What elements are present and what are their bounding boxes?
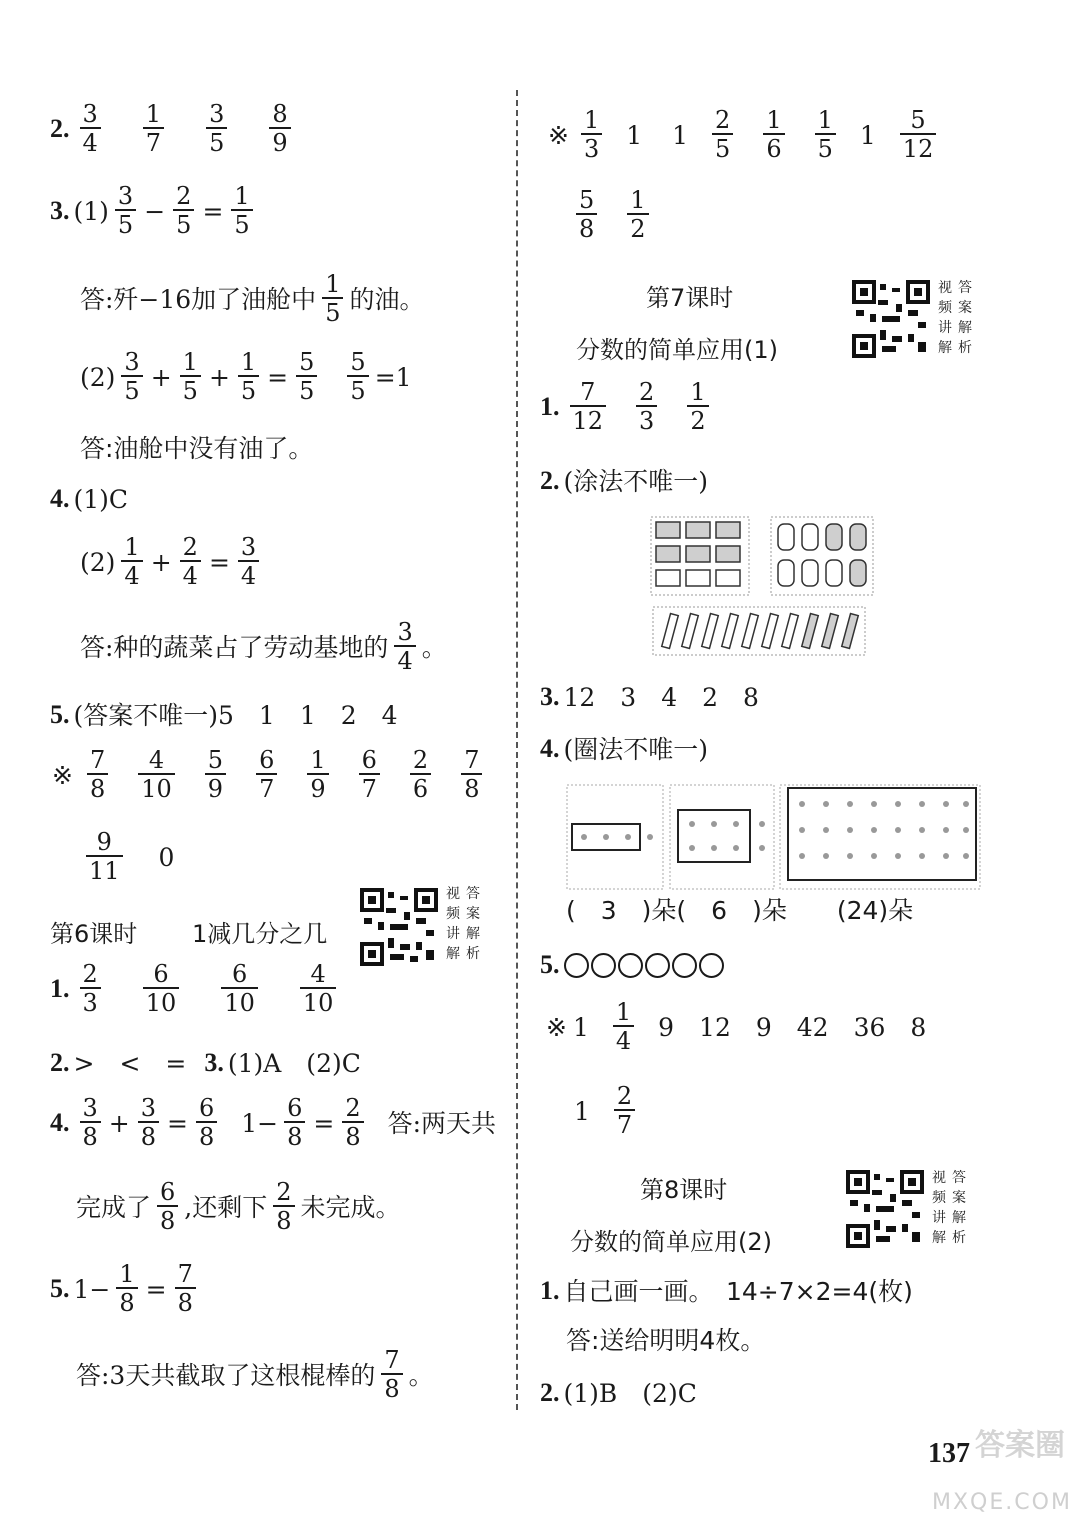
lesson6-q5: 5. 1− $\frac{1}{8}$ = $\frac{7}{8}$	[50, 1262, 202, 1316]
fraction: 3 4	[394, 620, 415, 674]
column-divider	[516, 90, 518, 1410]
left-q2: 2. 3 4 1 7 3 5 8 9	[50, 102, 297, 156]
lesson6-q4-cont: 完成了 6 8 ,还剩下 2 8 未完成。	[76, 1178, 401, 1236]
lesson7-q3: 3. 12 3 4 2 8	[540, 682, 759, 712]
left-star1-cont: 9 11 0	[80, 830, 174, 884]
fraction: 7 8	[381, 1348, 402, 1402]
lesson7-q4: 4. (圈法不唯一)	[540, 734, 709, 764]
left-q3b: (2) 3 5 + $\frac{1}{5}$ + $\frac{1}{5}$ = $\frac{5}{5}$ $\frac{5}{5}$ =1	[80, 348, 412, 406]
fraction: $\frac{3}{4}$	[238, 535, 259, 589]
fraction: 1 4	[613, 1000, 634, 1054]
lesson7-q4-answer: ( 3 )朵( 6 )朵 (24)朵	[566, 896, 914, 925]
fraction: 3 5	[121, 350, 142, 404]
fraction: 1 7	[143, 102, 164, 156]
right-star3: ※ 1 1 4 9 12 9 42 36 8	[546, 998, 927, 1056]
fraction: 1 9	[307, 748, 328, 802]
fraction: 6 10	[143, 962, 180, 1016]
page-number: 137	[928, 1438, 970, 1469]
figure-pencils	[652, 606, 866, 660]
fraction: 1 4	[121, 535, 142, 589]
left-q3b-answer: 答:油舱中没有油了。	[80, 434, 314, 463]
fraction: 2 5	[712, 108, 733, 162]
left-star1: ※ 7 8 4 10 5 9 6 7 1 9 6 7 2 6 7 8	[52, 748, 488, 802]
qr-code-lesson7[interactable]	[852, 280, 930, 358]
fraction: $\frac{5}{5}$	[347, 350, 368, 404]
fraction: 2 7	[614, 1084, 635, 1138]
fraction: 7 12	[570, 380, 607, 434]
fraction: 5 12	[900, 108, 937, 162]
left-q5: 5. (答案不唯一)5 1 1 2 4	[50, 700, 398, 730]
fraction: $\frac{2}{5}$	[173, 184, 194, 238]
fraction: $\frac{7}{8}$	[175, 1262, 196, 1316]
fraction: 1 5	[815, 108, 836, 162]
fraction: 2 3	[636, 380, 657, 434]
left-q4a: 4. (1)C	[50, 484, 129, 514]
fraction: 6 7	[359, 748, 380, 802]
fraction: 2 6	[410, 748, 431, 802]
fraction: $\frac{1}{8}$	[116, 1262, 137, 1316]
circles-answer	[564, 953, 724, 978]
lesson7-subtitle: 分数的简单应用(1)	[576, 336, 778, 364]
lesson6-q5-answer: 答:3天共截取了这根棍棒的 7 8 。	[76, 1346, 434, 1404]
left-q3a: 3. (1) 3 5 − $\frac{2}{5}$ = $\frac{1}{5}$	[50, 184, 259, 238]
qr-label-lesson8: 视 答 频 案 讲 解 解 析	[932, 1170, 966, 1246]
fraction: 6 8	[157, 1180, 178, 1234]
lesson8-q1-answer: 答:送给明明4枚。	[566, 1326, 766, 1355]
right-star3-cont: 1 2 7	[574, 1084, 641, 1138]
lesson7-q1: 1. 7 12 2 3 1 2	[540, 380, 715, 434]
fraction: $\frac{2}{8}$	[342, 1096, 363, 1150]
fraction: 3 8	[80, 1096, 101, 1150]
fraction: 5 9	[205, 748, 226, 802]
qr-code-lesson8[interactable]	[846, 1170, 924, 1248]
qr-code-icon	[360, 888, 438, 966]
fraction: 1 2	[687, 380, 708, 434]
qr-label-lesson6: 视 答 频 案 讲 解 解 析	[446, 886, 480, 962]
fraction: 1 3	[581, 108, 602, 162]
lesson8-title: 第8课时	[640, 1176, 728, 1204]
fraction: 3 4	[80, 102, 101, 156]
fraction: 2 8	[273, 1180, 294, 1234]
figure-flowers	[566, 784, 982, 894]
fraction: $\frac{1}{5}$	[231, 184, 252, 238]
lesson8-q1: 1. 自己画一画。 14÷7×2=4(枚)	[540, 1276, 913, 1306]
fraction: $\frac{1}{5}$	[238, 350, 259, 404]
watermark-logo: 答案圈	[975, 1428, 1065, 1463]
lesson6-q1: 1. 2 3 6 10 6 10 4 10	[50, 962, 342, 1016]
fraction: 1 5	[322, 272, 343, 326]
fraction: 1 2	[627, 188, 648, 242]
lesson8-q2: 2. (1)B (2)C	[540, 1378, 697, 1408]
fraction: 1 6	[763, 108, 784, 162]
qr-label-lesson7: 视 答 频 案 讲 解 解 析	[938, 280, 972, 356]
lesson7-title: 第7课时	[646, 284, 734, 312]
fraction: $\frac{6}{8}$	[284, 1096, 305, 1150]
fraction: $\frac{5}{5}$	[296, 350, 317, 404]
fraction: 6 7	[256, 748, 277, 802]
fraction: 4 10	[300, 962, 337, 1016]
lesson8-subtitle: 分数的简单应用(2)	[570, 1228, 772, 1256]
qr-code-icon	[852, 280, 930, 358]
watermark-url: MXQE.COM	[932, 1490, 1072, 1515]
fraction: 6 10	[221, 962, 258, 1016]
right-star2: ※ 1 3 1 1 2 5 1 6 1 5 1 5 12	[548, 108, 942, 162]
figure-cylinders	[770, 516, 874, 600]
figure-boxes	[650, 516, 750, 600]
left-q3a-answer: 答:歼−16加了油舱中 1 5 的油。	[80, 270, 425, 328]
lesson7-q2: 2. (涂法不唯一)	[540, 466, 709, 496]
fraction: 4 10	[138, 748, 175, 802]
fraction: $\frac{6}{8}$	[196, 1096, 217, 1150]
right-star2-cont	[570, 188, 655, 242]
fraction: 7 8	[87, 748, 108, 802]
qr-code-icon	[846, 1170, 924, 1248]
fraction: 5 8	[576, 188, 597, 242]
fraction: 3 5	[115, 184, 136, 238]
fraction: 3 5	[206, 102, 227, 156]
fraction: $\frac{2}{4}$	[180, 535, 201, 589]
fraction: $\frac{3}{8}$	[138, 1096, 159, 1150]
fraction: $\frac{1}{5}$	[180, 350, 201, 404]
lesson6-title: 第6课时	[50, 920, 138, 948]
fraction: 8 9	[269, 102, 290, 156]
left-q4b: (2) 1 4 + $\frac{2}{4}$ = $\frac{3}{4}$	[80, 535, 265, 589]
fraction: 7 8	[461, 748, 482, 802]
fraction: 2 3	[80, 962, 101, 1016]
lesson6-q2-q3: 2. > < = 3. (1)A (2)C	[50, 1048, 361, 1078]
lesson7-q5: 5.	[540, 952, 724, 978]
qr-code-lesson6[interactable]	[360, 888, 438, 966]
fraction: 9 11	[86, 830, 123, 884]
lesson6-subtitle: 1减几分之几	[192, 920, 328, 948]
lesson6-q4: 4. 3 8 + $\frac{3}{8}$ = $\frac{6}{8}$ 1− $\frac{6}{8}$ = $\frac{2}{8}$ 答:两天共	[50, 1094, 497, 1152]
left-q4b-answer: 答:种的蔬菜占了劳动基地的 3 4 。	[80, 618, 447, 676]
